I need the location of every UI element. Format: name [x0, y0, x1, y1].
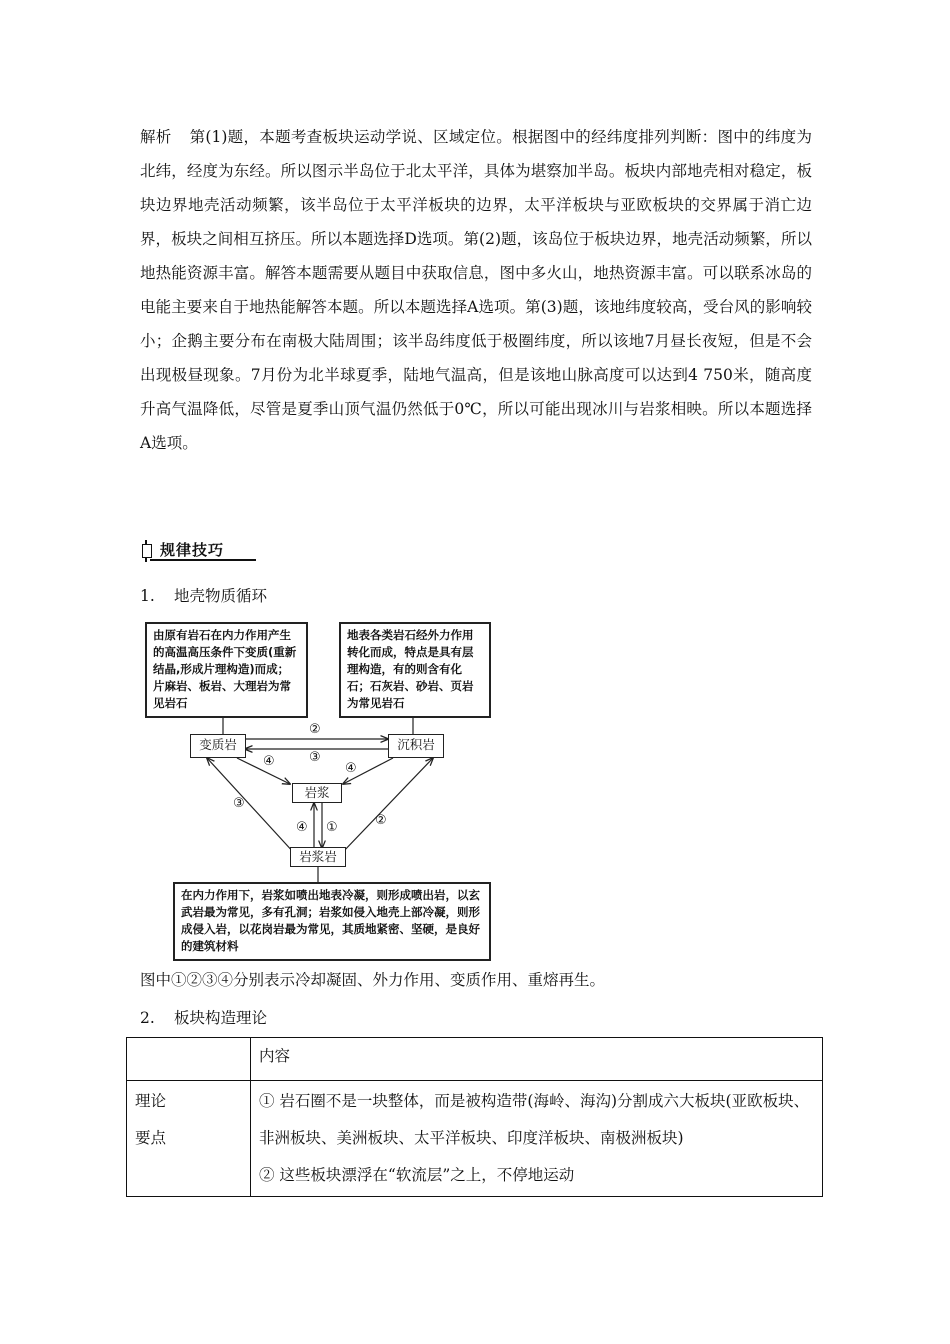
- label-sed-to-magma: ④: [345, 761, 357, 776]
- theory-point-1: ① 岩石圈不是一块整体，而是被构造带(海岭、海沟)分割成六大板块(亚欧板块、非洲板块、美洲板块、太平洋板块、印度洋板块、南极洲板块): [259, 1092, 810, 1147]
- node-igneous-rock: 岩浆岩: [290, 847, 346, 867]
- node-metamorphic-rock: 变质岩: [190, 734, 246, 758]
- item-title: 地壳物质循环: [174, 587, 268, 605]
- analysis-paragraph: [140, 120, 812, 460]
- analysis-lead: 解析: [140, 128, 172, 146]
- item-heading-1: [140, 584, 267, 606]
- rock-cycle-diagram: [145, 616, 505, 964]
- node-sedimentary-rock: 沉积岩: [388, 734, 444, 758]
- igneous-description-box: 在内力作用下，岩浆如喷出地表冷凝，则形成喷出岩，以玄武岩最为常见，多有孔洞；岩浆如侵入地壳上部冷凝，则形成侵入岩，以花岗岩最为常见，其质地紧密、坚硬，是良好的建筑材料: [173, 882, 491, 961]
- label-meta-to-magma: ④: [263, 754, 275, 769]
- section-marker-box-icon: [142, 544, 152, 558]
- section-header: [142, 538, 256, 564]
- item-title: 板块构造理论: [174, 1009, 268, 1027]
- label-igneous-to-magma: ④: [296, 820, 308, 835]
- arrow-igneous-to-meta: [207, 758, 295, 854]
- section-title: 规律技巧: [160, 541, 225, 559]
- label-igneous-to-meta: ③: [233, 796, 245, 811]
- table-header-content: 内容: [251, 1038, 823, 1081]
- row-content-cell: [251, 1081, 823, 1197]
- label-igneous-to-sed: ②: [375, 813, 387, 828]
- node-magma: 岩浆: [292, 783, 342, 803]
- item-number: 2.: [140, 1009, 155, 1027]
- row-label-line-2: 要点: [135, 1129, 167, 1147]
- row-label-line-1: 理论: [135, 1092, 167, 1110]
- label-sed-to-meta: ③: [309, 750, 321, 765]
- label-meta-to-sed: ②: [309, 722, 321, 737]
- table-row: [127, 1081, 823, 1197]
- metamorphic-description-box: 由原有岩石在内力作用产生的高温高压条件下变质(重新结晶,形成片理构造)而成；片麻岩、板岩、大理岩为常见岩石: [145, 622, 308, 718]
- item-heading-2: [140, 1006, 267, 1028]
- analysis-text: 第(1)题，本题考查板块运动学说、区域定位。根据图中的经纬度排列判断：图中的纬度为北纬，经度为东经。所以图示半岛位于北太平洋，具体为堪察加半岛。板块内部地壳相对稳定，板块边界地壳活动频繁，该半岛位于太平洋板块的边界，太平洋板块与亚欧板块的交界属于消亡边界，板块之间相互挤压。所以本题选择D选项。第(2)题，该岛位于板块边界，地壳活动频繁，所以地热能资源丰富。解答本题需要从题目中获取信息，图中多火山，地热资源丰富。可以联系冰岛的电能主要来自于地热能解答本题。所以本题选择A选项。第(3)题，该地纬度较高，受台风的影响较小；企鹅主要分布在南极大陆周围；该半岛纬度低于极圈纬度，所以该地7月昼长夜短，但是不会出现极昼现象。7月份为北半球夏季，陆地气温高，但是该地山脉高度可以达到4 750米，随高度升高气温降低，尽管是夏季山顶气温仍然低于0℃，所以可能出现冰川与岩浆相映。所以本题选择A选项。: [140, 128, 812, 452]
- diagram-caption: 图中①②③④分别表示冷却凝固、外力作用、变质作用、重熔再生。: [140, 971, 606, 989]
- label-magma-to-igneous: ①: [326, 820, 338, 835]
- item-number: 1.: [140, 587, 155, 605]
- table-header-blank: [127, 1038, 251, 1081]
- row-label-cell: [127, 1081, 251, 1197]
- table-header-row: [127, 1038, 823, 1081]
- plate-tectonics-table: [126, 1037, 823, 1197]
- sedimentary-description-box: 地表各类岩石经外力作用转化而成，特点是具有层理构造，有的则含有化石；石灰岩、砂岩、页岩为常见岩石: [339, 622, 491, 718]
- theory-point-2: ② 这些板块漂浮在“软流层”之上，不停地运动: [259, 1166, 575, 1184]
